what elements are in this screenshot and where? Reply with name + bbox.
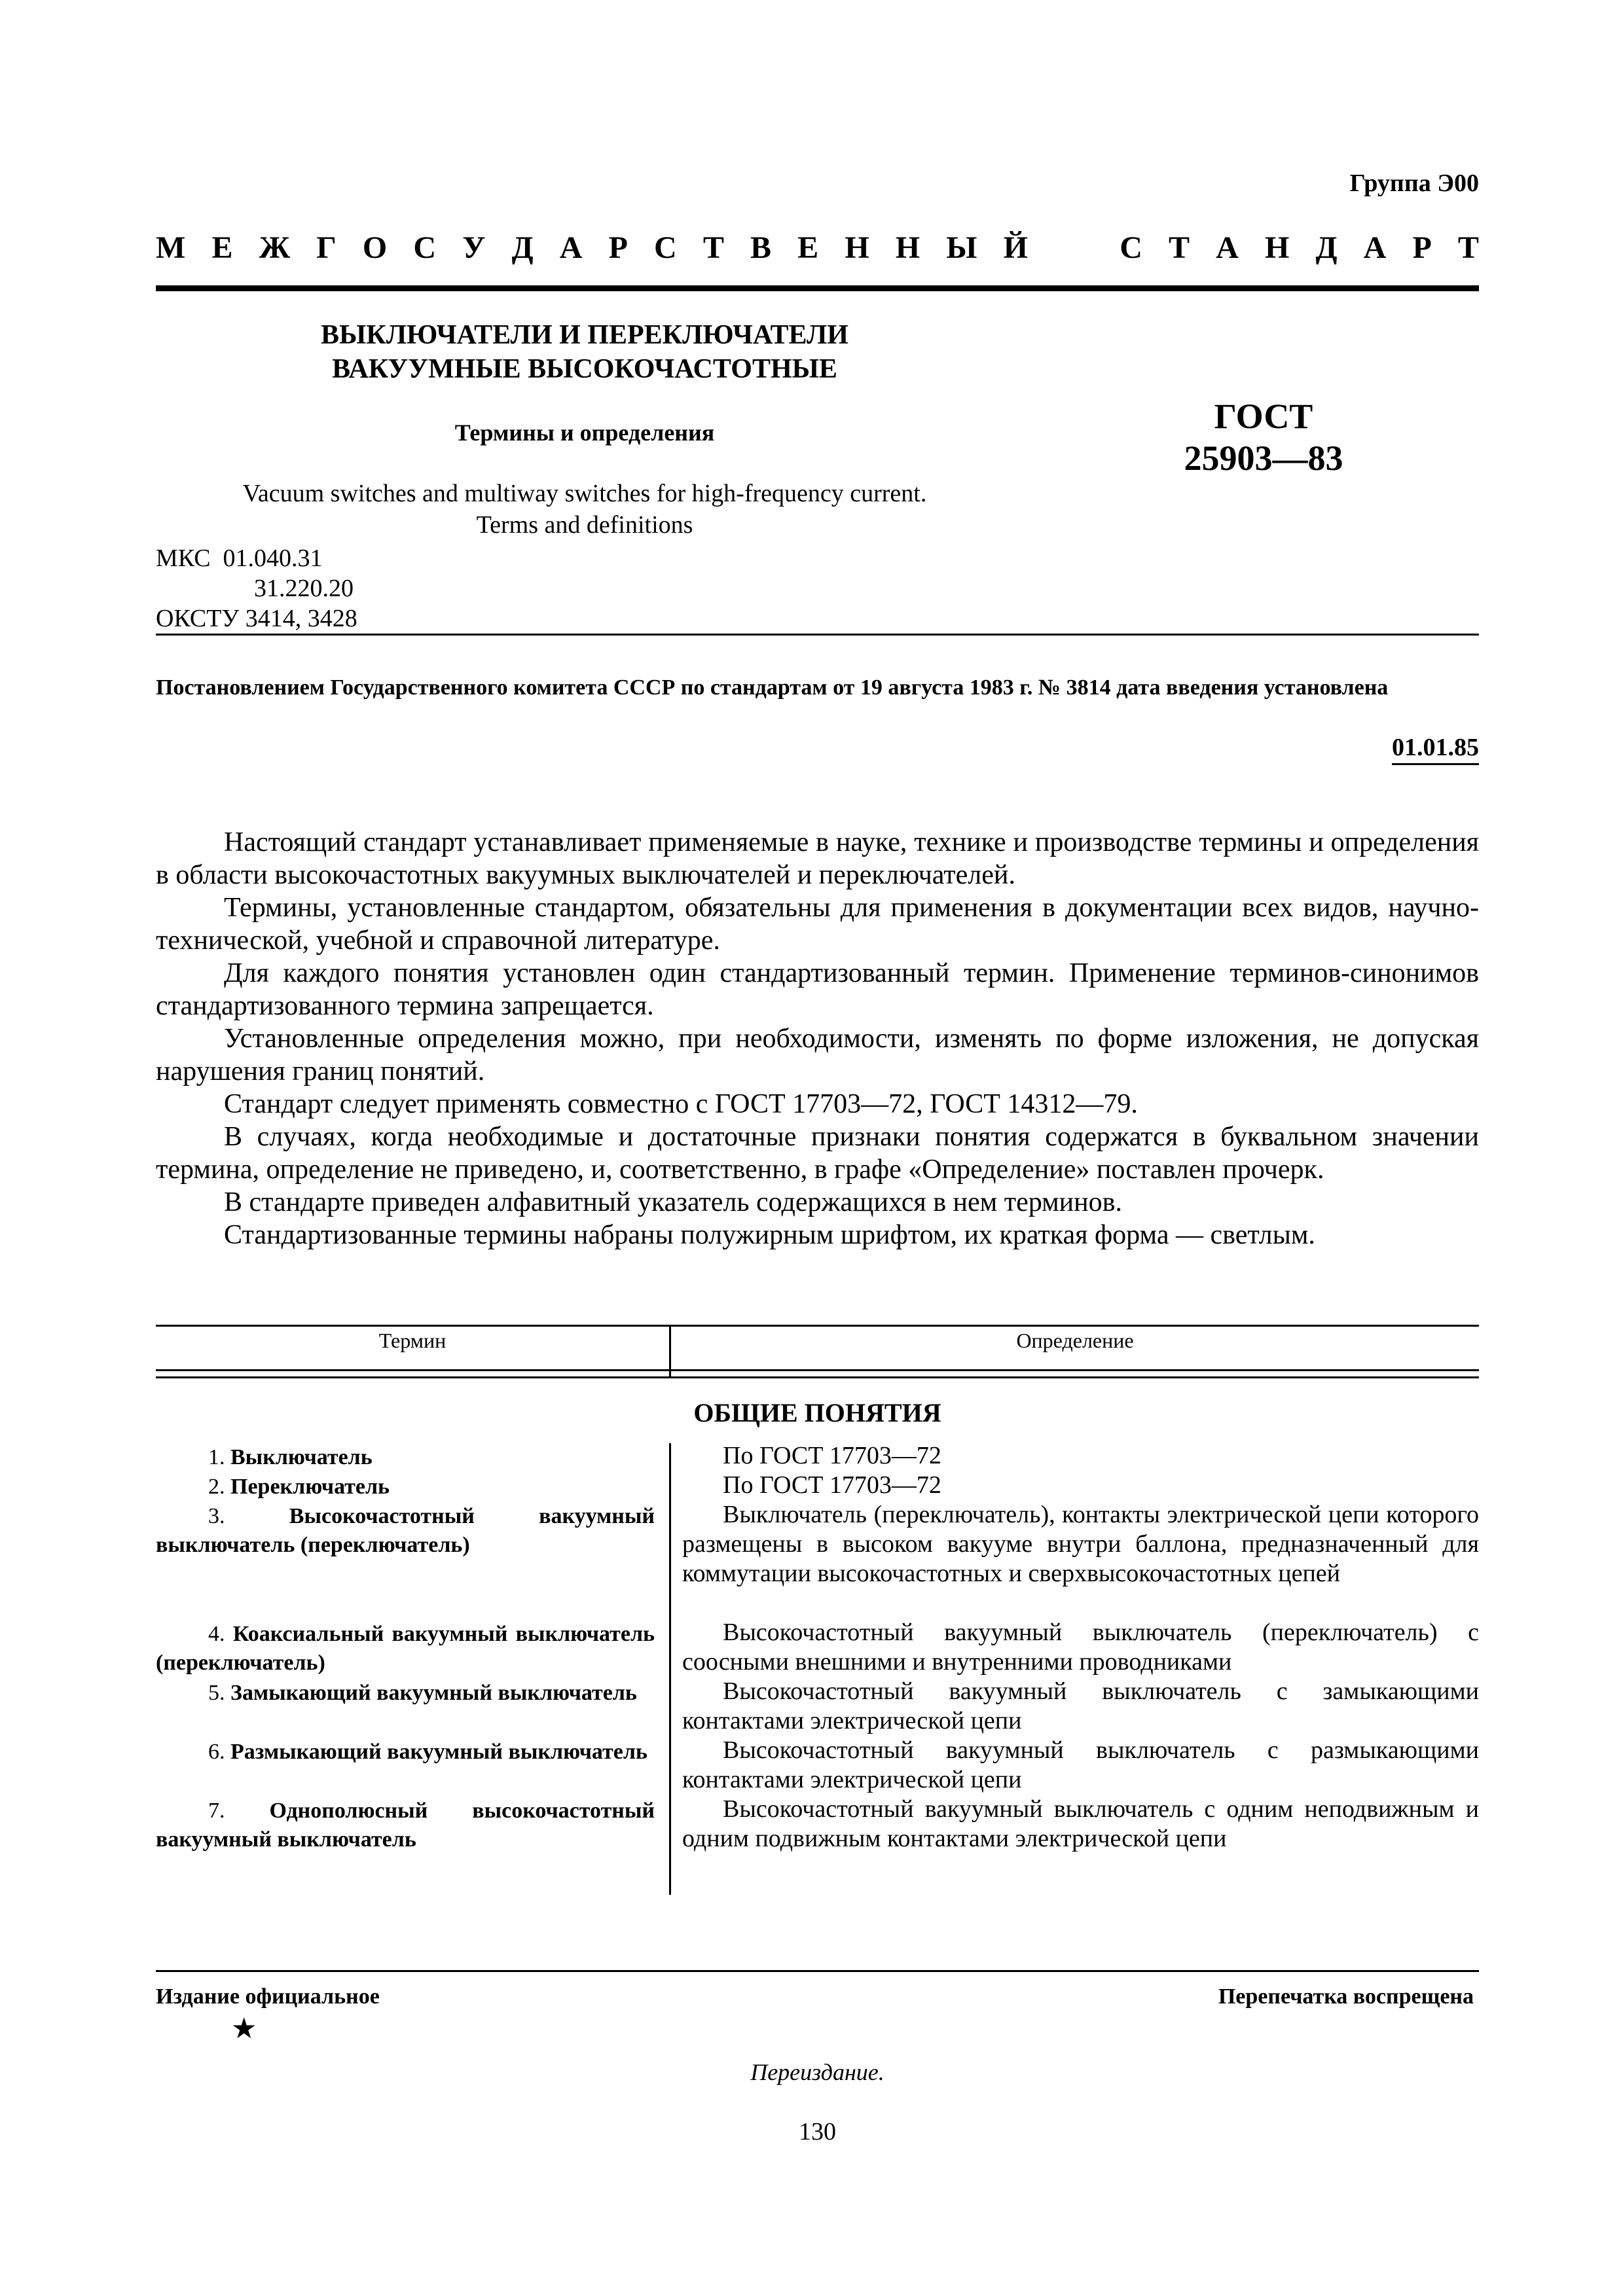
term-text: Высокочастотный вакуумный выключатель (переключатель) [156,1504,655,1557]
title-line-1: ВЫКЛЮЧАТЕЛИ И ПЕРЕКЛЮЧАТЕЛИ [321,320,848,350]
series-letter: Р [608,230,628,265]
term-cell [156,1620,655,1677]
mks-code: МКС 01.040.31 [156,545,323,572]
definition-cell: Высокочастотный вакуумный выключатель с размыкающими контактами электрической цепи [682,1736,1479,1793]
english-title-line-1: Vacuum switches and multiway switches for high-frequency current. [242,480,927,507]
term-text: Размыкающий вакуумный выключатель [230,1740,647,1764]
mks-code-2: 31.220.20 [254,575,354,602]
series-letter: Н [1264,230,1290,265]
reprint-notice: Перепечатка воспрещена [1218,1984,1474,2009]
series-letter: Е [211,230,233,265]
english-title-line-2: Terms and definitions [476,511,693,539]
term-number: 4. [208,1622,225,1646]
term-text: Переключатель [230,1475,390,1499]
series-letter: Т [1169,230,1190,265]
term-number: 6. [208,1740,225,1764]
term-text: Однополюсный высокочастотный вакуумный выключатель [156,1799,655,1852]
effective-date: 01.01.85 [1392,733,1479,765]
term-text: Выключатель [230,1445,373,1469]
decree-text: Постановлением Государственного комитета СССР по стандартам от 19 августа 1983 г. № 3814 дата введения установлена [156,675,1389,700]
star-icon: ★ [231,2013,257,2045]
term-cell [156,1738,655,1767]
series-letter: А [1216,230,1239,265]
intro-paragraph: Термины, установленные стандартом, обязательны для применения в документации всех видов, научно-технической, учебной и справочной литературе. [156,893,1479,956]
series-letter: Н [845,230,869,265]
series-letter: Н [895,230,921,265]
term-number: 3. [208,1504,225,1528]
series-letter: Г [316,230,337,265]
table-top-rule [156,1325,1479,1327]
intro-paragraph: Для каждого понятия установлен один стандартизованный термин. Применение терминов-синонимов стандартизованного термина запрещается. [156,958,1479,1021]
term-text: Замыкающий вакуумный выключатель [230,1681,637,1705]
series-letter: А [559,230,583,265]
series-letter: У [462,230,486,265]
reissue-note: Переиздание. [750,2059,884,2085]
page-number: 130 [799,2118,836,2145]
classification-codes [156,543,357,634]
definition-cell: По ГОСТ 17703—72 [723,1442,941,1469]
term-text: Коаксиальный вакуумный выключатель (переключатель) [156,1622,655,1675]
series-letter: Д [1315,230,1338,265]
series-letter: Е [797,230,819,265]
title-block-rule [156,634,1479,636]
series-letter: Д [511,230,534,265]
series-letter: С [654,230,677,265]
series-letter: Ж [259,230,291,265]
term-number: 5. [208,1681,225,1705]
intro-paragraph: Установленные определения можно, при необходимости, изменять по форме изложения, не допуская нарушения границ понятий. [156,1024,1479,1086]
document-title [156,318,1013,386]
series-letter: А [1363,230,1387,265]
series-letter: В [750,230,772,265]
term-cell [156,1797,655,1854]
official-edition: Издание официальное [156,1984,380,2009]
section-heading: ОБЩИЕ ПОНЯТИЯ [693,1398,941,1427]
definition-cell: Высокочастотный вакуумный выключатель (переключатель) с соосными внешними и внутренними проводниками [682,1619,1479,1676]
intro-paragraph: Настоящий стандарт устанавливает применяемые в науке, технике и производстве термины и определения в области высокочастотных вакуумных выключателей и переключателей. [156,827,1479,890]
footer-rule [156,1970,1479,1972]
table-header-rule [156,1369,1479,1371]
gost-label: ГОСТ [1214,397,1313,436]
term-number: 2. [208,1475,225,1499]
gost-number [1106,395,1421,479]
english-title [156,478,1013,541]
gost-code: 25903—83 [1184,439,1343,478]
table-header-rule-2 [156,1376,1479,1378]
series-letter: Р [1412,230,1432,265]
series-letter: Т [702,230,724,265]
intro-paragraph: Стандартизованные термины набраны полужирным шрифтом, их краткая форма — светлым. [224,1220,1315,1250]
series-letter: С [1120,230,1142,265]
definition-cell: По ГОСТ 17703—72 [723,1471,941,1499]
series-letter: М [156,230,186,265]
series-letter: С [413,230,437,265]
definition-cell: Высокочастотный вакуумный выключатель с одним неподвижным и одним подвижным контактами электрической цепи [682,1795,1479,1852]
series-letter: О [362,230,388,265]
term-cell [156,1502,655,1560]
title-line-2: ВАКУУМНЫЕ ВЫСОКОЧАСТОТНЫЕ [332,354,837,384]
definition-cell: Высокочастотный вакуумный выключатель с замыкающими контактами электрической цепи [682,1677,1479,1734]
intro-paragraph: В стандарте приведен алфавитный указатель содержащихся в нем терминов. [224,1187,1122,1217]
column-header-definition: Определение [1016,1329,1134,1352]
intro-paragraph: В случаях, когда необходимые и достаточные признаки понятия содержатся в буквальном значении термина, определение не приведено, и, соответственно, в графе «Определение» поставлен прочерк. [156,1122,1479,1185]
standard-series-heading [156,228,1479,267]
series-letter: Ы [946,230,977,265]
definition-cell: Выключатель (переключатель), контакты электрической цепи которого размещены в высоком вакууме внутри баллона, предназначенный для коммутации высокочастотных и сверхвысокочастотных цепей [682,1501,1479,1587]
series-letter: Т [1457,230,1479,265]
term-number: 1. [208,1445,225,1469]
table-column-divider [669,1443,671,1895]
header-rule [156,285,1479,291]
intro-text [156,826,1479,1251]
term-cell [156,1473,655,1501]
document-subtitle: Термины и определения [454,420,715,446]
term-cell [156,1443,655,1472]
term-cell [156,1679,655,1708]
group-code: Группа Э00 [1349,170,1479,197]
column-header-term: Термин [378,1329,447,1352]
series-letter: Й [1003,230,1028,265]
okstu-code: ОКСТУ 3414, 3428 [156,605,357,632]
intro-paragraph: Стандарт следует применять совместно с ГОСТ 17703—72, ГОСТ 14312—79. [224,1089,1138,1119]
term-number: 7. [208,1799,225,1823]
